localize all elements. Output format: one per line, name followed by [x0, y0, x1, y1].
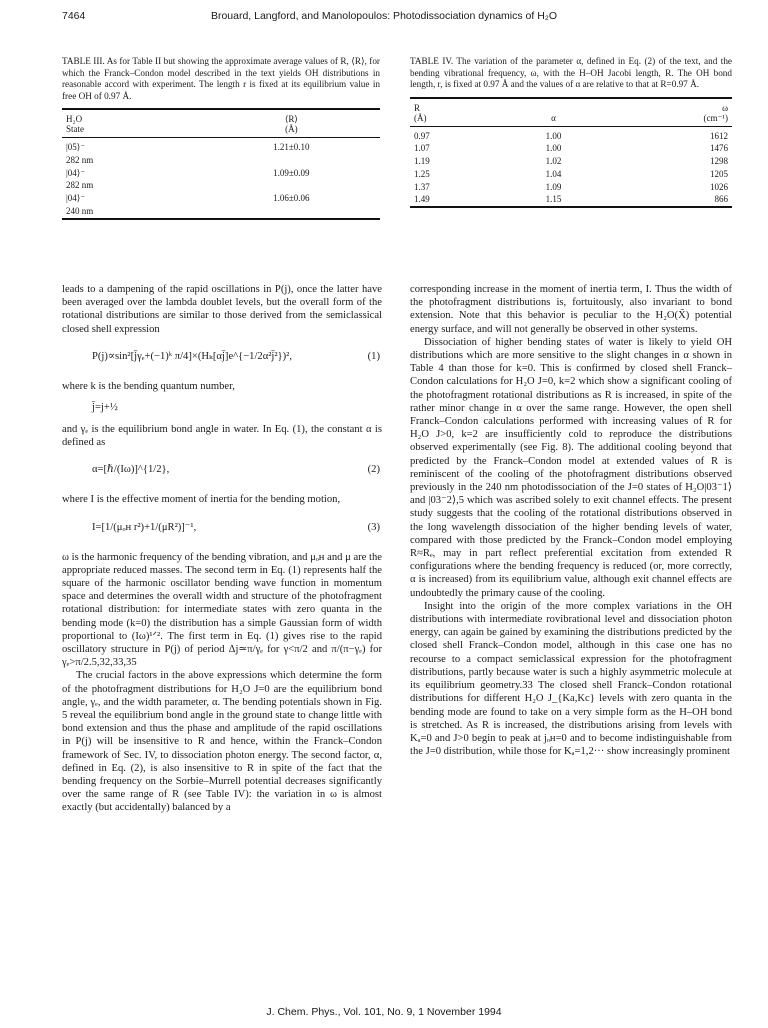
table-cell: 1.00	[545, 130, 562, 141]
table-cell: 1.06±0.06	[273, 193, 310, 204]
table-cell	[203, 205, 380, 219]
equation-1-expression: P(j)∝sin²[j̄γₑ+(−1)ᵏ π/4]×(Hₖ[αj̄]e^{−1/2α²j̄²})²,	[92, 350, 292, 362]
table-cell: 0.97	[414, 130, 430, 141]
table-cell: 1.21±0.10	[273, 142, 310, 152]
table-cell: |04⟩⁻	[66, 167, 86, 178]
table-cell: 1.09±0.09	[273, 167, 310, 178]
table-cell: 1026	[710, 181, 728, 192]
paragraph: where k is the bending quantum number,	[62, 380, 235, 392]
table-3-col2-sub: (Å)	[203, 124, 380, 138]
table-cell: 1.07	[414, 143, 430, 154]
equation-2-number: (2)	[367, 464, 380, 476]
table-4-caption: TABLE IV. The variation of the parameter α, defined in Eq. (2) of the text, and the bending vibrational frequency, ω, with the H–OH Jacobi length, R. The OH bond length, r, is fixed at 0.97 Å and the values of α are relative to that at R=0.97 Å.	[410, 56, 732, 89]
body-column-right	[410, 283, 732, 758]
paragraph: where I is the effective moment of inertia for the bending motion,	[62, 494, 341, 506]
table-cell: 1.04	[545, 168, 562, 179]
equation-1-number: (1)	[367, 350, 380, 362]
table-cell: 1298	[710, 156, 728, 167]
table-cell: 1205	[710, 168, 728, 179]
table-row	[62, 154, 380, 167]
equation-1	[62, 338, 382, 378]
body-column-left	[62, 283, 382, 815]
table-3-col1-sub: State	[62, 124, 203, 138]
table-4-col3-sub: (cm⁻¹)	[601, 113, 732, 127]
table-cell	[203, 154, 380, 167]
table-row	[410, 126, 732, 142]
table-row	[62, 192, 380, 205]
table-cell: 1.15	[545, 194, 562, 205]
table-row	[410, 181, 732, 194]
table-row	[410, 168, 732, 181]
equation-3-number: (3)	[367, 521, 380, 533]
page-number: 7464	[62, 10, 86, 22]
running-title: Brouard, Langford, and Manolopoulos: Photodissociation dynamics of H₂O	[210, 10, 558, 22]
paragraph: The crucial factors in the above expressions which determine the form of the photofragment distributions for H₂O J=0 are the equilibrium bond angle, γₑ, and the width parameter, α. The bending potentials shown in Fig. 5 reveal the equilibrium bond angle in the ground state to change little with bond extension and thus the phase and amplitude of the rapid oscillations in P(j) will be insensitive to R and hence, within the Franck–Condon framework of Sec. IV, to dissociation photon energy. The second factor, α, defined in Eq. (2), is also insensitive to R in spite of the fact that the bending frequency on the Sorbie–Murrell potential decreases significantly over the same range of R (see Table IV): the variation in ω is almost exactly (but accidentally) balanced by a	[62, 670, 382, 814]
table-cell: 282 nm	[66, 180, 94, 191]
table-4-col3-head: ω	[722, 102, 728, 113]
table-cell: 1.49	[414, 194, 430, 205]
table-row	[62, 138, 380, 154]
table-cell: 1.19	[414, 156, 430, 167]
table-4-col1-head: R	[414, 102, 421, 113]
table-4	[410, 97, 732, 209]
table-3-col2-head: ⟨R⟩	[284, 114, 298, 124]
table-3	[62, 108, 380, 220]
table-cell: 1476	[710, 143, 728, 154]
table-3-block	[62, 56, 380, 220]
equation-jbar-expression: j̄=j+½	[92, 402, 118, 414]
paragraph: ω is the harmonic frequency of the bending vibration, and μₒʜ and μ are the appropriate reduced masses. The second term in Eq. (1) represents half the square of the harmonic oscillator bending wave function in momentum space and determines the overall width and structure of the photofragment rotational distribution: for intermediate states with zero quanta in the bending mode (k=0) the distribution has a simple Gaussian form of width proportional to (Iω)¹ᐟ². The first term in Eq. (1) gives rise to the rapid oscillatory structure in P(j) of period Δj≃π/γₑ for γ<π/2 and π/(π−γₑ) for γₑ>π/2.5,32,33,35	[62, 551, 382, 669]
page-footer: J. Chem. Phys., Vol. 101, No. 9, 1 November 1994	[266, 1006, 502, 1018]
equation-2-expression: α=[ℏ/(Iω)]^{1/2},	[92, 464, 170, 476]
table-cell: 1612	[710, 130, 728, 141]
table-3-caption: TABLE III. As for Table II but showing the approximate average values of R, ⟨R⟩, for which the Franck–Condon model described in the text yields OH distributions in reasonable accord with experiment. The length r is fixed at its equilibrium value in free OH of 0.97 Å.	[62, 56, 380, 101]
paragraph: Dissociation of higher bending states of water is likely to yield OH distributions which are more sensitive to the slight changes in α shown in Table 4 than those for k=0. This is confirmed by closed shell Franck–Condon calculations for H₂O J=0, k=2 which show a significant cooling of the photofragment rotational distributions as R is increased, in spite of the rather minor change in α over the same range. However, the open shell Franck–Condon calculations performed with increasing values of R for H₂O J>0, k=2 are insufficiently cold to reproduce the distributions observed experimentally (see Fig. 8). The additional cooling beyond that predicted by the Franck–Condon model at extended values of R is reminiscent of the cooling of the photofragment distributions observed previously in the 240 nm photodissociation of the J=0 states of H₂O|03⁻1⟩ and |03⁻2⟩,5 which was ascribed solely to exit channel effects. The present study suggests that the cooling of the rotational distributions observed in the long wavelength dissociation of the higher bending levels of water, compared with those predicted by the Franck–Condon model employing R≈Rₑ, may in part reflect preferential excitation from extended R configurations where the bending frequency is reduced (or, more correctly, α is increased) from its equilibrium value, although exit channel effects are undoubtedly the primary cause of the cooling.	[410, 336, 732, 599]
paragraph: and γₑ is the equilibrium bond angle in water. In Eq. (1), the constant α is defined as	[62, 424, 382, 449]
table-cell: 866	[714, 194, 728, 205]
table-4-block	[410, 56, 732, 208]
table-row	[62, 167, 380, 180]
table-row	[62, 179, 380, 192]
equation-2	[62, 451, 382, 491]
paragraph: leads to a dampening of the rapid oscillations in P(j), once the latter have been averaged over the lambda doublet levels, but the overall form of the rotational distributions are similar to those derived from the semiclassical closed shell expression	[62, 284, 382, 335]
table-cell: 1.09	[545, 181, 562, 192]
table-row	[410, 155, 732, 168]
table-3-col1-head: H₂O	[66, 114, 83, 124]
table-cell	[203, 179, 380, 192]
equation-jbar	[62, 395, 382, 421]
table-4-col1-sub: (Å)	[410, 113, 506, 127]
table-cell: 1.25	[414, 168, 430, 179]
table-cell: 1.02	[545, 156, 562, 167]
equation-3	[62, 509, 382, 549]
table-cell: 1.00	[545, 143, 562, 154]
paragraph: corresponding increase in the moment of inertia term, I. Thus the width of the photofragment distributions is, fortuitously, also invariant to bond extension. Note that this behavior is peculiar to the H₂O(X̃) potential energy surface, and will not generally be observed in other systems.	[410, 284, 732, 335]
table-row	[410, 193, 732, 207]
paragraph: Insight into the origin of the more complex variations in the OH distributions with intermediate rovibrational level and dissociation photon energy, can again be gained by examining the distributions predicted by the closed shell Franck–Condon model, although in this case one has no recourse to a compact semiclassical expression for the photofragment distributions, partly because water is such a highly asymmetric molecule at its equilibrium geometry.33 The closed shell Franck–Condon rotational distributions for different H₂O J_{Ka,Kc} levels with zero quanta in the bending mode are found to take on a very simple form as the H–OH bond is stretched. As R is increased, the distributions arising from levels with Kₐ=0 and J>0 begin to peak at jₒʜ=0 and to become indistinguishable from the J=0 distribution, while those for Kₐ=1,2··· show increasingly prominent	[410, 600, 732, 758]
table-row	[62, 205, 380, 219]
table-cell: 240 nm	[66, 205, 94, 216]
table-4-col2-sub: α	[506, 113, 602, 127]
table-cell: 1.37	[414, 181, 430, 192]
table-cell: |05⟩⁻	[66, 142, 86, 152]
table-row	[410, 142, 732, 155]
table-cell: |04⟩⁻	[66, 193, 86, 204]
table-cell: 282 nm	[66, 154, 94, 165]
equation-3-expression: I=[1/(μₒʜ r²)+1/(μR²)]⁻¹,	[92, 521, 197, 533]
